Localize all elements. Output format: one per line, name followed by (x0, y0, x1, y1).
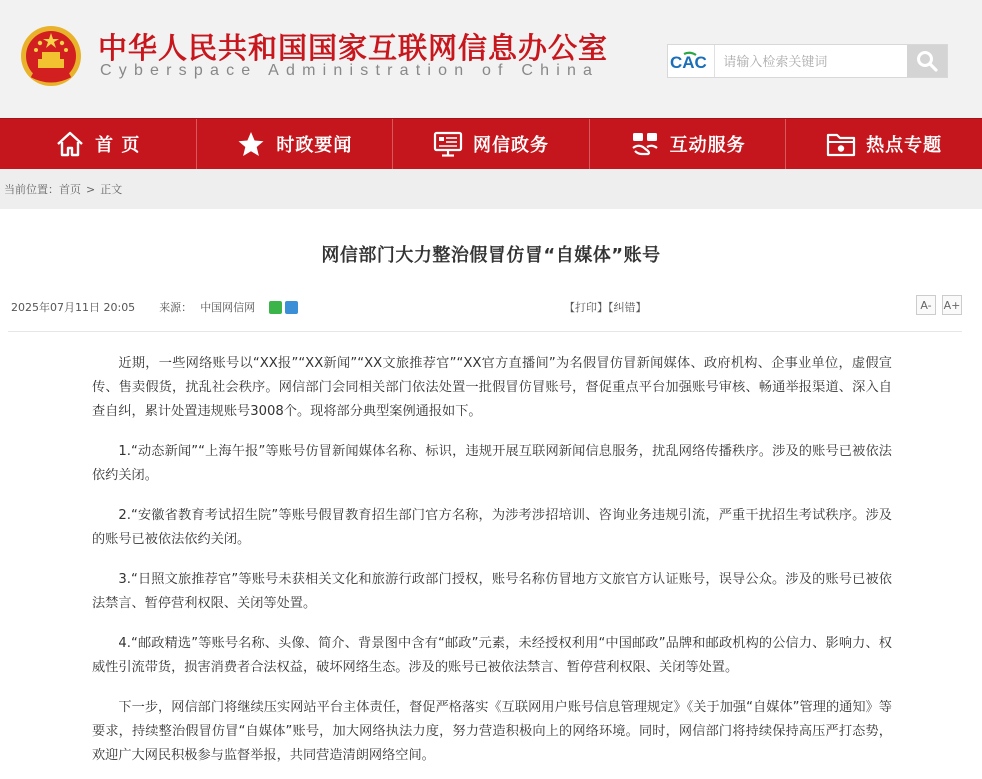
article-body (90, 352, 892, 768)
search-button[interactable] (907, 45, 947, 77)
home-icon (55, 130, 85, 158)
article-paragraph: 1.“动态新闻”“上海午报”等账号仿冒新闻媒体名称、标识，违规开展互联网新闻信息服务，扰乱网络传播秩序。涉及的账号已被依法依约关闭。 (92, 444, 892, 483)
breadcrumb (0, 169, 982, 209)
nav-item-news[interactable] (197, 119, 394, 169)
nav-item-label: 互动服务 (669, 135, 746, 156)
article-title: 网信部门大力整治假冒仿冒“自媒体”账号 (321, 245, 661, 266)
cac-logo-text: CAC (670, 53, 707, 72)
nav-item-affairs[interactable] (393, 119, 590, 169)
source-label: 来源： (159, 301, 193, 314)
breadcrumb-home-link[interactable]: 首页 (59, 183, 81, 196)
handshake-icon (630, 130, 660, 158)
breadcrumb-prefix: 当前位置： (4, 183, 59, 196)
source-name: 中国网信网 (200, 301, 256, 314)
article-paragraph: 近期，一些网络账号以“XX报”“XX新闻”“XX文旅推荐官”“XX官方直播间”为名假冒仿冒新闻媒体、政府机构、企事业单位，虚假宣传、售卖假货，扰乱社会秩序。网信部门会同相关部门依法处置一批假冒仿冒账号，督促重点平台加强账号审核、畅通举报渠道、深入自查自纠，累计处置违规账号3008个。现将部分典型案例通报如下。 (92, 356, 892, 419)
search-box (667, 44, 948, 78)
nav-item-label: 网信政务 (472, 135, 549, 156)
search-icon (915, 49, 939, 73)
nav-item-label: 时政要闻 (276, 135, 353, 156)
nav-item-home[interactable] (0, 119, 197, 169)
font-smaller-button[interactable]: A- (916, 295, 936, 315)
folder-icon (826, 130, 856, 158)
article-paragraph: 下一步，网信部门将继续压实网站平台主体责任，督促严格落实《互联网用户账号信息管理规定》《关于加强“自媒体”管理的通知》等要求，持续整治假冒仿冒“自媒体”账号，加大网络执法力度，努力营造积极向上的网络环境。同时，网信部门将持续保持高压严打态势，欢迎广大网民积极参与监督举报，共同营造清朗网络空间。 (92, 700, 892, 763)
site-subtitle: Cyberspace Administration of China (100, 62, 600, 79)
correct-link[interactable]: 【纠错】 (608, 301, 647, 314)
star-icon (236, 130, 266, 158)
article-meta (8, 291, 962, 332)
search-input[interactable] (715, 45, 907, 77)
site-header (0, 0, 982, 118)
monitor-icon (433, 130, 463, 158)
nav-item-interaction[interactable] (590, 119, 787, 169)
article-paragraph: 2.“安徽省教育考试招生院”等账号假冒教育招生部门官方名称，为涉考涉招培训、咨询业务违规引流，严重干扰招生考试秩序。涉及的账号已被依法依约关闭。 (92, 508, 892, 547)
nav-item-label: 首 页 (95, 135, 141, 156)
national-emblem-icon[interactable] (20, 23, 82, 89)
cac-logo-icon (668, 45, 715, 77)
breadcrumb-current: 正文 (100, 183, 123, 196)
nav-item-topics[interactable] (786, 119, 982, 169)
qzone-share-icon[interactable] (285, 301, 298, 314)
wechat-share-icon[interactable] (269, 301, 282, 314)
print-link[interactable]: 【打印】 (564, 301, 608, 314)
site-title: 中华人民共和国国家互联网信息办公室 (98, 31, 609, 65)
breadcrumb-separator: > (86, 182, 96, 196)
article-paragraph: 3.“日照文旅推荐官”等账号未获相关文化和旅游行政部门授权，账号名称仿冒地方文旅官方认证账号，误导公众。涉及的账号已被依法禁言、暂停营利权限、关闭等处置。 (92, 572, 892, 611)
article-paragraph: 4.“邮政精选”等账号名称、头像、简介、背景图中含有“邮政”元素，未经授权利用“中国邮政”品牌和邮政机构的公信力、影响力、权威性引流带货，损害消费者合法权益，破坏网络生态。涉及的账号已被依法禁言、暂停营利权限、关闭等处置。 (92, 636, 892, 675)
publish-date: 2025年07月11日 20:05 (11, 301, 136, 314)
nav-item-label: 热点专题 (866, 135, 943, 156)
main-nav (0, 118, 982, 169)
font-larger-button[interactable]: A+ (942, 295, 962, 315)
